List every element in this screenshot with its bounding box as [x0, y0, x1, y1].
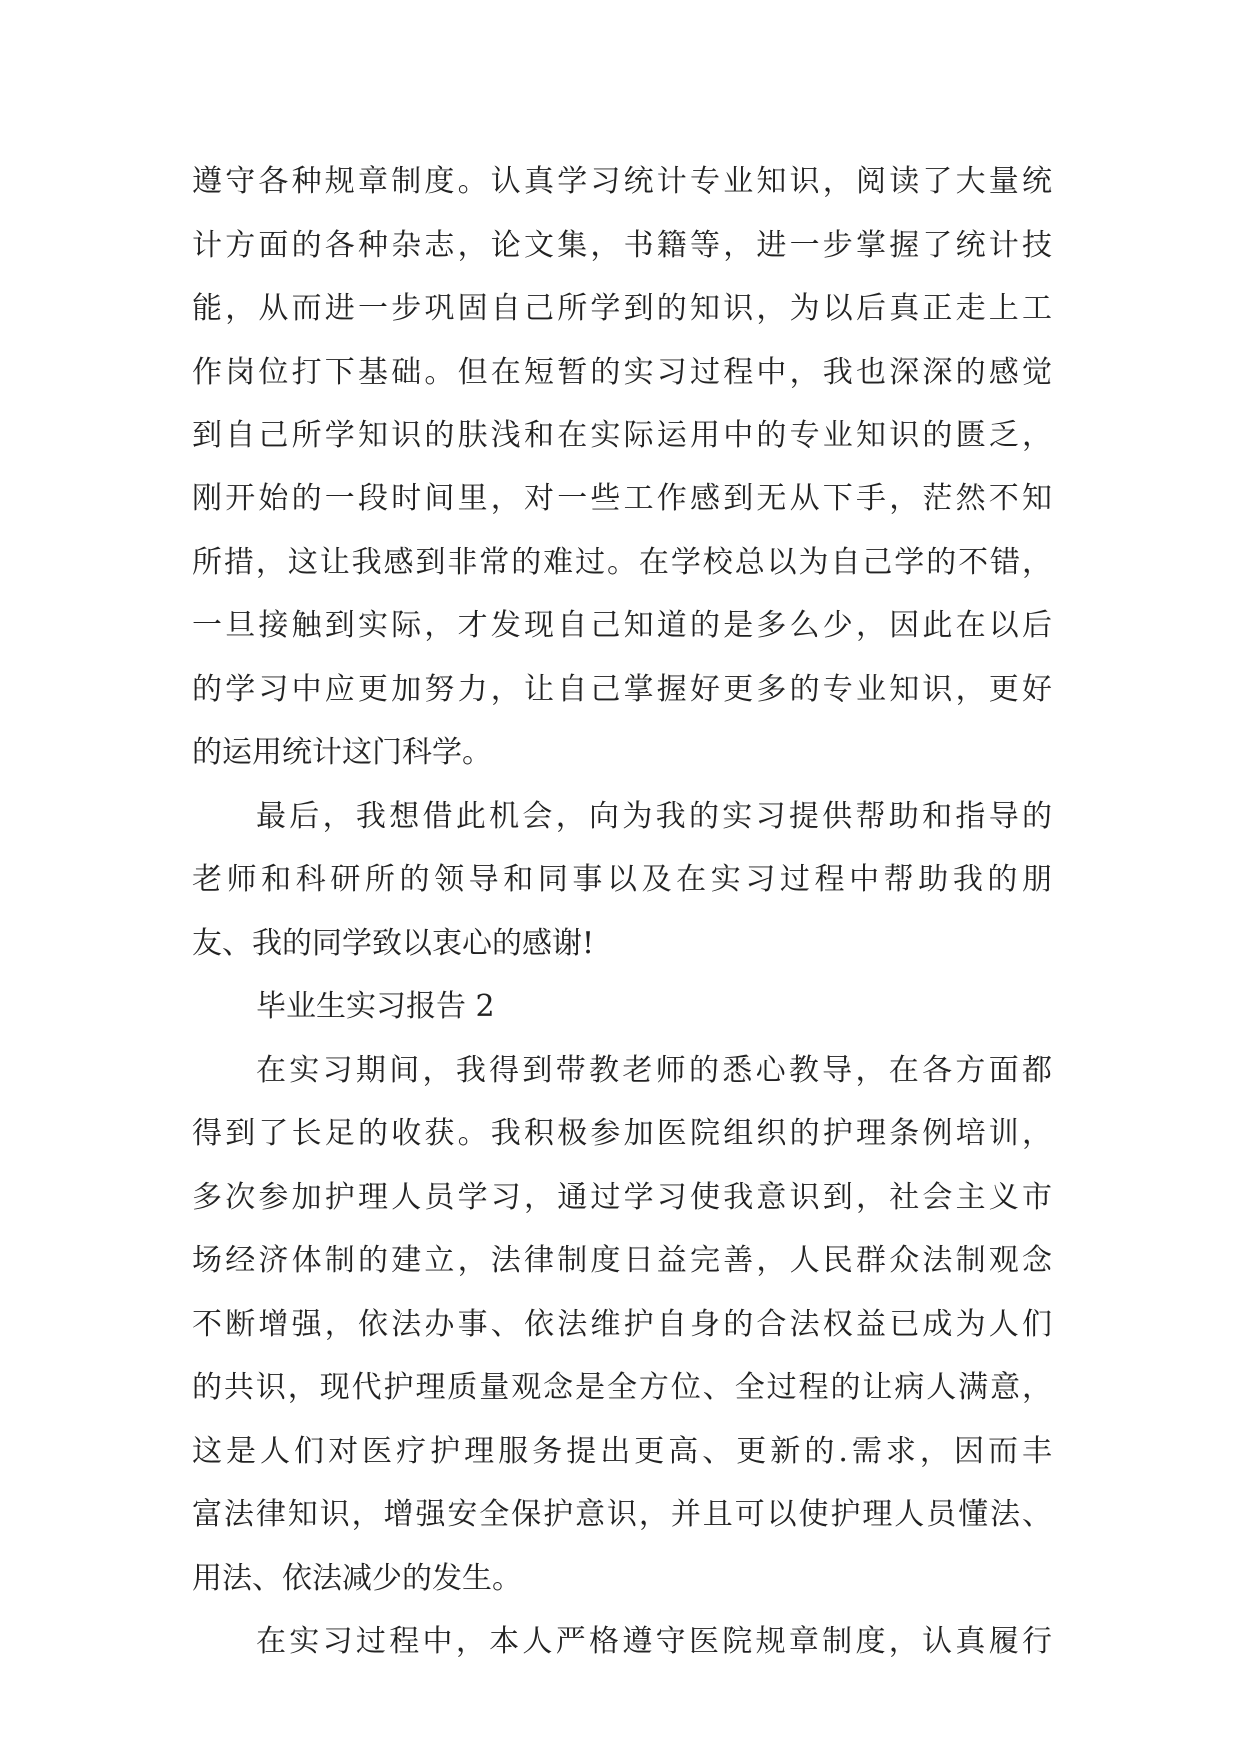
text-line: 计方面的各种杂志，论文集，书籍等，进一步掌握了统计技: [192, 228, 1052, 263]
text-line: 刚开始的一段时间里，对一些工作感到无从下手，茫然不知: [192, 481, 1052, 516]
text-line: 的共识，现代护理质量观念是全方位、全过程的让病人满意，: [192, 1370, 1052, 1405]
text-line: 多次参加护理人员学习，通过学习使我意识到，社会主义市: [192, 1180, 1052, 1215]
paragraph-first-line: 最后，我想借此机会，向为我的实习提供帮助和指导的: [256, 799, 1052, 834]
text-line: 能，从而进一步巩固自己所学到的知识，为以后真正走上工: [192, 291, 1052, 326]
text-line: 到自己所学知识的肤浅和在实际运用中的专业知识的匮乏，: [192, 418, 1052, 453]
section-heading: 毕业生实习报告 2: [256, 989, 495, 1024]
text-line: 一旦接触到实际，才发现自己知道的是多么少，因此在以后: [192, 608, 1052, 643]
text-line: 场经济体制的建立，法律制度日益完善，人民群众法制观念: [192, 1243, 1052, 1278]
text-line: 富法律知识，增强安全保护意识，并且可以使护理人员懂法、: [192, 1497, 1052, 1532]
paragraph-first-line: 在实习过程中，本人严格遵守医院规章制度，认真履行: [256, 1624, 1052, 1659]
text-line: 用法、依法减少的发生。: [192, 1561, 522, 1596]
text-line: 不断增强，依法办事、依法维护自身的合法权益已成为人们: [192, 1307, 1052, 1342]
text-line: 的学习中应更加努力，让自己掌握好更多的专业知识，更好: [192, 672, 1052, 707]
text-line: 友、我的同学致以衷心的感谢!: [192, 926, 595, 961]
text-line: 这是人们对医疗护理服务提出更高、更新的.需求，因而丰: [192, 1434, 1052, 1469]
text-line: 老师和科研所的领导和同事以及在实习过程中帮助我的朋: [192, 862, 1052, 897]
text-line: 所措，这让我感到非常的难过。在学校总以为自己学的不错，: [192, 545, 1052, 580]
text-line: 作岗位打下基础。但在短暂的实习过程中，我也深深的感觉: [192, 355, 1052, 390]
text-line: 遵守各种规章制度。认真学习统计专业知识，阅读了大量统: [192, 164, 1052, 199]
text-line: 的运用统计这门科学。: [192, 735, 492, 770]
text-line: 得到了长足的收获。我积极参加医院组织的护理条例培训，: [192, 1116, 1052, 1151]
paragraph-first-line: 在实习期间，我得到带教老师的悉心教导，在各方面都: [256, 1053, 1052, 1088]
